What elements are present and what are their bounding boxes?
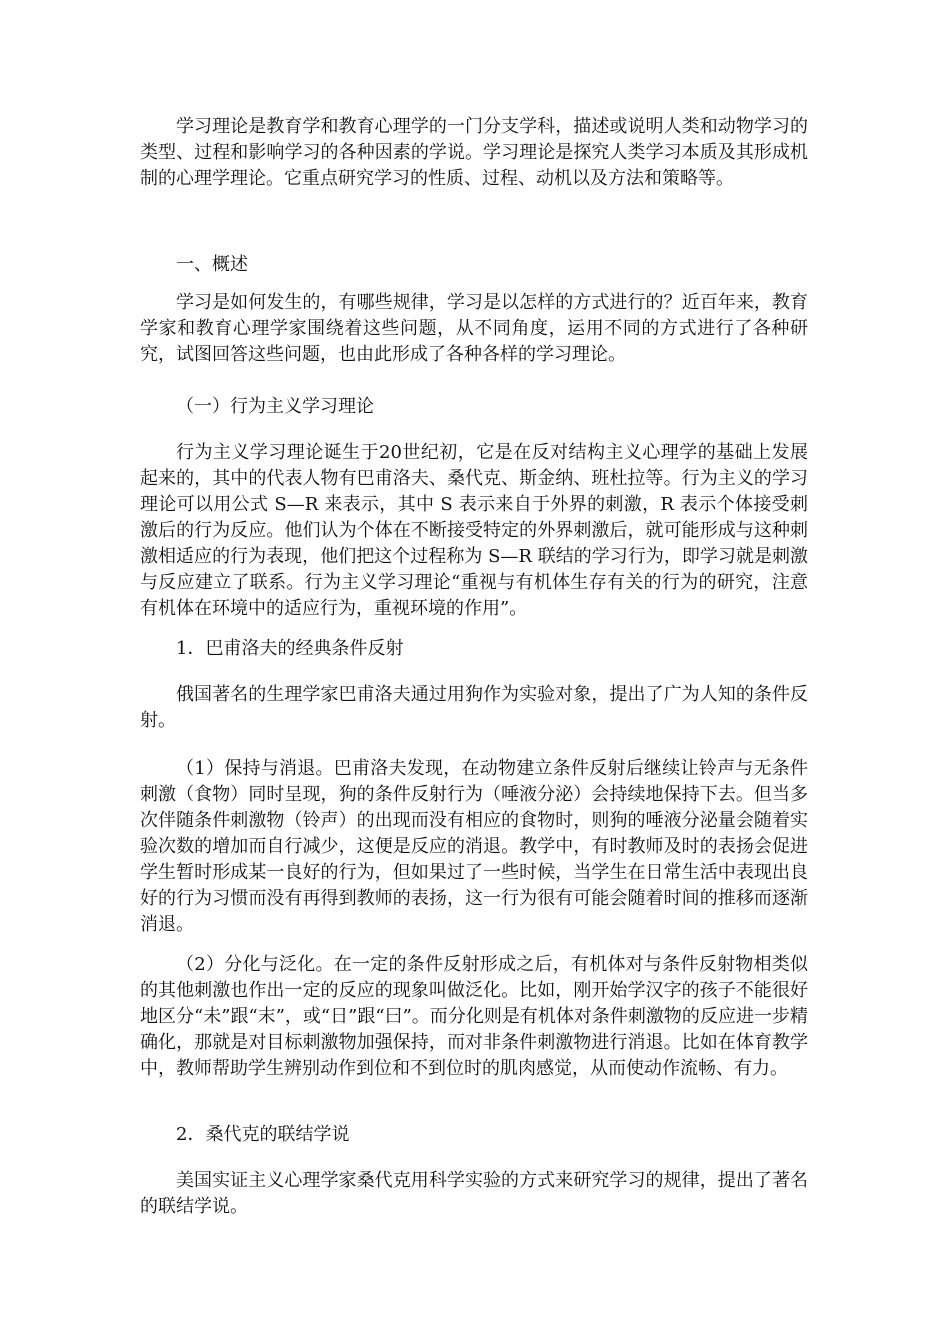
overview-paragraph: 学习是如何发生的，有哪些规律，学习是以怎样的方式进行的？近百年来，教育学家和教育心理学家围绕着这些问题，从不同角度，运用不同的方式进行了各种研究，试图回答这些问题，也由此形成了各种各样的学习理论。 <box>140 292 808 365</box>
subsection-heading-behaviorism: （一）行为主义学习理论 <box>176 396 374 417</box>
pavlov-paragraph: 俄国著名的生理学家巴甫洛夫通过用狗作为实验对象，提出了广为人知的条件反射。 <box>140 684 808 731</box>
heading-pavlov: 1．巴甫洛夫的经典条件反射 <box>176 638 404 659</box>
behaviorism-paragraph: 行为主义学习理论诞生于20世纪初，它是在反对结构主义心理学的基础上发展起来的，其中的代表人物有巴甫洛夫、桑代克、斯金纳、班杜拉等。行为主义的学习理论可以用公式 S—R 来表示，其中 S 表示来自于外界的刺激，R 表示个体接受刺激后的行为反应。他们认为个体在不断接受特定的外界刺激后，就可能形成与这种刺激相适应的行为表现，他们把这个过程称为 S—R 联结的学习行为，即学习就是刺激与反应建立了联系。行为主义学习理论“重视与有机体生存有关的行为的研究，注意有机体在环境中的适应行为，重视环境的作用”。 <box>140 442 808 619</box>
intro-paragraph: 学习理论是教育学和教育心理学的一门分支学科，描述或说明人类和动物学习的类型、过程和影响学习的各种因素的学说。学习理论是探究人类学习本质及其形成机制的心理学理论。它重点研究学习的性质、过程、动机以及方法和策略等。 <box>140 116 808 189</box>
heading-thorndike: 2．桑代克的联结学说 <box>176 1124 350 1145</box>
section-heading-overview: 一、概述 <box>176 254 248 275</box>
generalization-discrimination-paragraph: （2）分化与泛化。在一定的条件反射形成之后，有机体对与条件反射物相类似的其他刺激也作出一定的反应的现象叫做泛化。比如，刚开始学汉字的孩子不能很好地区分“未”跟“末”，或“日”跟“曰”。而分化则是有机体对条件刺激物的反应进一步精确化，那就是对目标刺激物加强保持，而对非条件刺激物进行消退。比如在体育教学中，教师帮助学生辨别动作到位和不到位时的肌肉感觉，从而使动作流畅、有力。 <box>140 954 808 1079</box>
retention-extinction-paragraph: （1）保持与消退。巴甫洛夫发现，在动物建立条件反射后继续让铃声与无条件刺激（食物）同时呈现，狗的条件反射行为（唾液分泌）会持续地保持下去。但当多次伴随条件刺激物（铃声）的出现而没有相应的食物时，则狗的唾液分泌量会随着实验次数的增加而自行减少，这便是反应的消退。教学中，有时教师及时的表扬会促进学生暂时形成某一良好的行为，但如果过了一些时候，当学生在日常生活中表现出良好的行为习惯而没有再得到教师的表扬，这一行为很有可能会随着时间的推移而逐渐消退。 <box>140 758 808 935</box>
thorndike-paragraph: 美国实证主义心理学家桑代克用科学实验的方式来研究学习的规律，提出了著名的联结学说。 <box>140 1170 808 1217</box>
